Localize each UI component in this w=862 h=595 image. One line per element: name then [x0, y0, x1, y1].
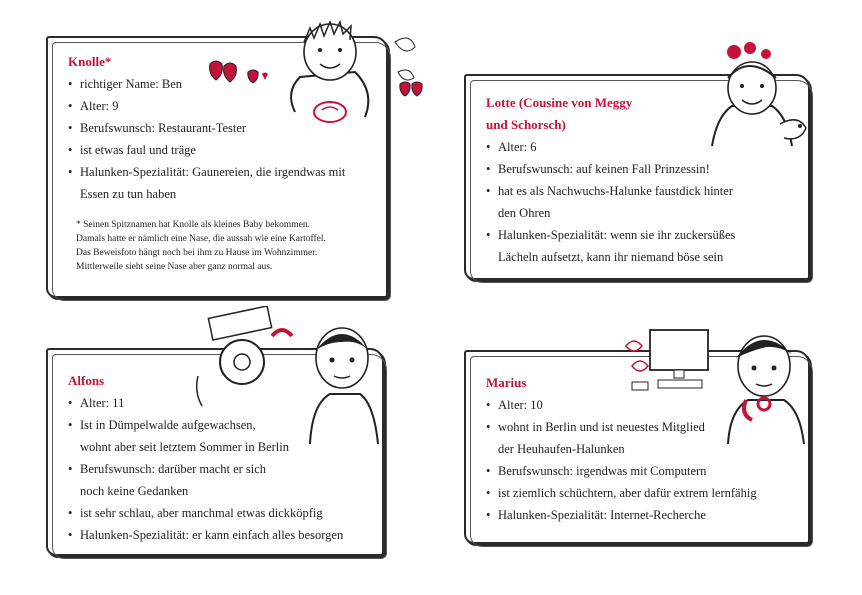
list-item: • Berufswunsch: irgendwas mit Computern — [486, 460, 801, 482]
list-item: • Berufswunsch: auf keinen Fall Prinzessin! — [486, 158, 796, 180]
list-item: • Alter: 10 — [486, 394, 801, 416]
list-item: • hat es als Nachwuchs-Halunke faustdick hinter — [486, 180, 796, 202]
list-item: • richtiger Name: Ben — [68, 73, 368, 95]
footnote-line: Das Beweisfoto hängt noch bei ihm zu Hause im Wohnzimmer. — [76, 248, 318, 258]
list-item: • Halunken-Spezialität: Gaunereien, die irgendwas mit — [68, 161, 368, 183]
list-item: • ist etwas faul und träge — [68, 139, 368, 161]
footnote-line: Mittlerweile sieht seine Nase aber ganz normal aus. — [76, 262, 273, 272]
list-item: • wohnt in Berlin und ist neuestes Mitglied — [486, 416, 801, 438]
card-title: Marius — [486, 375, 527, 390]
card-title: Alfons — [68, 373, 105, 388]
footnote-line: Damals hatte er nämlich eine Nase, die aussah wie eine Kartoffel. — [76, 234, 326, 244]
list-item: • Alter: 6 — [486, 136, 796, 158]
list-item-continued: wohnt aber seit letztem Sommer in Berlin — [80, 440, 289, 454]
alfons-portrait-icon — [190, 306, 390, 446]
lotte-portrait-icon — [692, 28, 822, 158]
card-title — [486, 92, 632, 136]
list-item-continued: der Heuhaufen-Halunken — [498, 442, 625, 456]
list-item: • Halunken-Spezialität: wenn sie ihr zuckersüßes — [486, 224, 796, 246]
list-item-continued: Essen zu tun haben — [80, 187, 177, 201]
list-item: • Ist in Dümpelwalde aufgewachsen, — [68, 414, 378, 436]
footnote-line: * Seinen Spitznamen hat Knolle als kleines Baby bekommen. — [76, 220, 311, 230]
list-item-continued: noch keine Gedanken — [80, 484, 189, 498]
list-item: • ist ziemlich schüchtern, aber dafür extrem lernfähig — [486, 482, 801, 504]
list-item: • Halunken-Spezialität: er kann einfach alles besorgen — [68, 524, 378, 546]
list-item: • Alter: 11 — [68, 392, 378, 414]
card-title: Knolle* — [68, 54, 112, 69]
list-item: • Halunken-Spezialität: Internet-Recherche — [486, 504, 801, 526]
list-item-continued: den Ohren — [498, 206, 551, 220]
list-item-continued: Lächeln aufsetzt, kann ihr niemand böse sein — [498, 250, 724, 264]
list-item: • Berufswunsch: darüber macht er sich — [68, 458, 378, 480]
card-title-line: Lotte (Cousine von Meggy — [486, 95, 633, 110]
list-item: • ist sehr schlau, aber manchmal etwas dickköpfig — [68, 502, 378, 524]
marius-portrait-icon — [618, 316, 818, 446]
knolle-portrait-icon — [200, 12, 430, 132]
card-title-line: und Schorsch) — [486, 117, 566, 132]
footnote — [76, 218, 376, 274]
list-item: • Berufswunsch: Restaurant-Tester — [68, 117, 368, 139]
list-item: • Alter: 9 — [68, 95, 368, 117]
